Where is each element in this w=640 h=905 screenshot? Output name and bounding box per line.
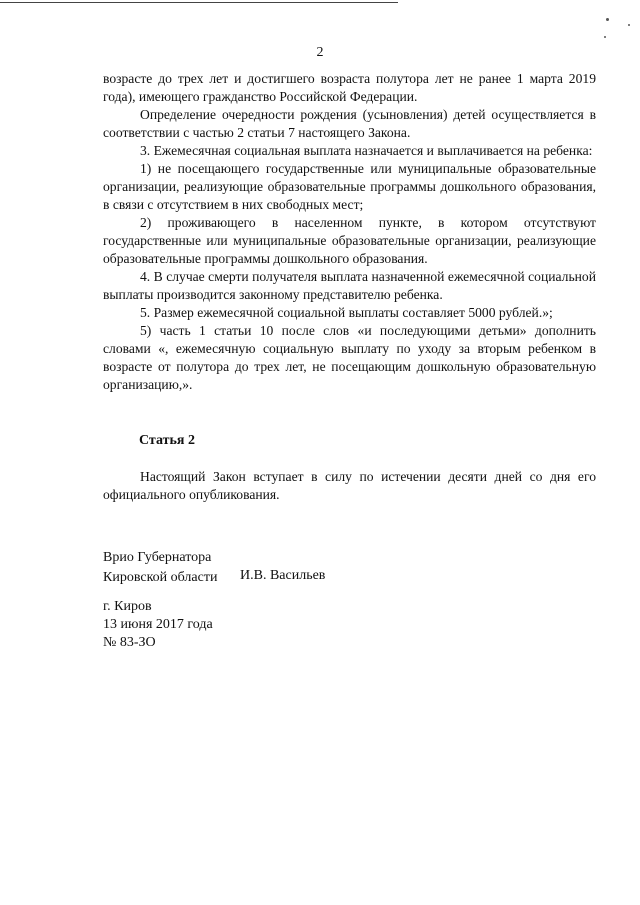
signatory-name: И.В. Васильев [240, 568, 326, 583]
paragraph: 1) не посещающего государственные или муниципальные образовательные организации, реализующие образовательные программы дошкольного образования, в связи с отсутствием в них свободных мест; [103, 161, 596, 212]
paragraph: Определение очередности рождения (усыновления) детей осуществляется в соответствии с частью 2 статьи 7 настоящего Закона. [103, 107, 596, 140]
signatory-title-line2: Кировской области [103, 570, 218, 585]
scan-speck [606, 18, 609, 21]
law-number: № 83-ЗО [103, 635, 156, 650]
scan-speck [628, 24, 630, 26]
date: 13 июня 2017 года [103, 617, 213, 632]
top-rule [0, 2, 398, 3]
signature-block [103, 548, 217, 588]
page-number: 2 [316, 45, 324, 60]
document-body [103, 70, 596, 394]
article-text: Настоящий Закон вступает в силу по истечении десяти дней со дня его официального опубликования. [103, 469, 596, 502]
paragraph: 3. Ежемесячная социальная выплата назначается и выплачивается на ребенка: [140, 143, 593, 158]
paragraph: 2) проживающего в населенном пункте, в котором отсутствуют государственные или муниципальные образовательные организации, реализующие образовательные программы дошкольного образования. [103, 215, 596, 266]
scan-speck [604, 36, 606, 38]
paragraph: 5) часть 1 статьи 10 после слов «и последующими детьми» дополнить словами «, ежемесячную социальную выплату по уходу за вторым ребенком в возрасте от полутора до трех лет, не посещающим дошкольную образовательную организацию,». [103, 323, 596, 392]
city: г. Киров [103, 599, 152, 614]
paragraph: возрасте до трех лет и достигшего возраста полутора лет не ранее 1 марта 2019 года), имеющего гражданство Российской Федерации. [103, 71, 596, 104]
place-date-block [103, 598, 213, 652]
article-heading: Статья 2 [139, 433, 195, 448]
signatory-title-line1: Врио Губернатора [103, 550, 212, 565]
paragraph: 5. Размер ежемесячной социальной выплаты составляет 5000 рублей.»; [140, 305, 553, 320]
paragraph: 4. В случае смерти получателя выплата назначенной ежемесячной социальной выплаты производится законному представителю ребенка. [103, 269, 596, 302]
